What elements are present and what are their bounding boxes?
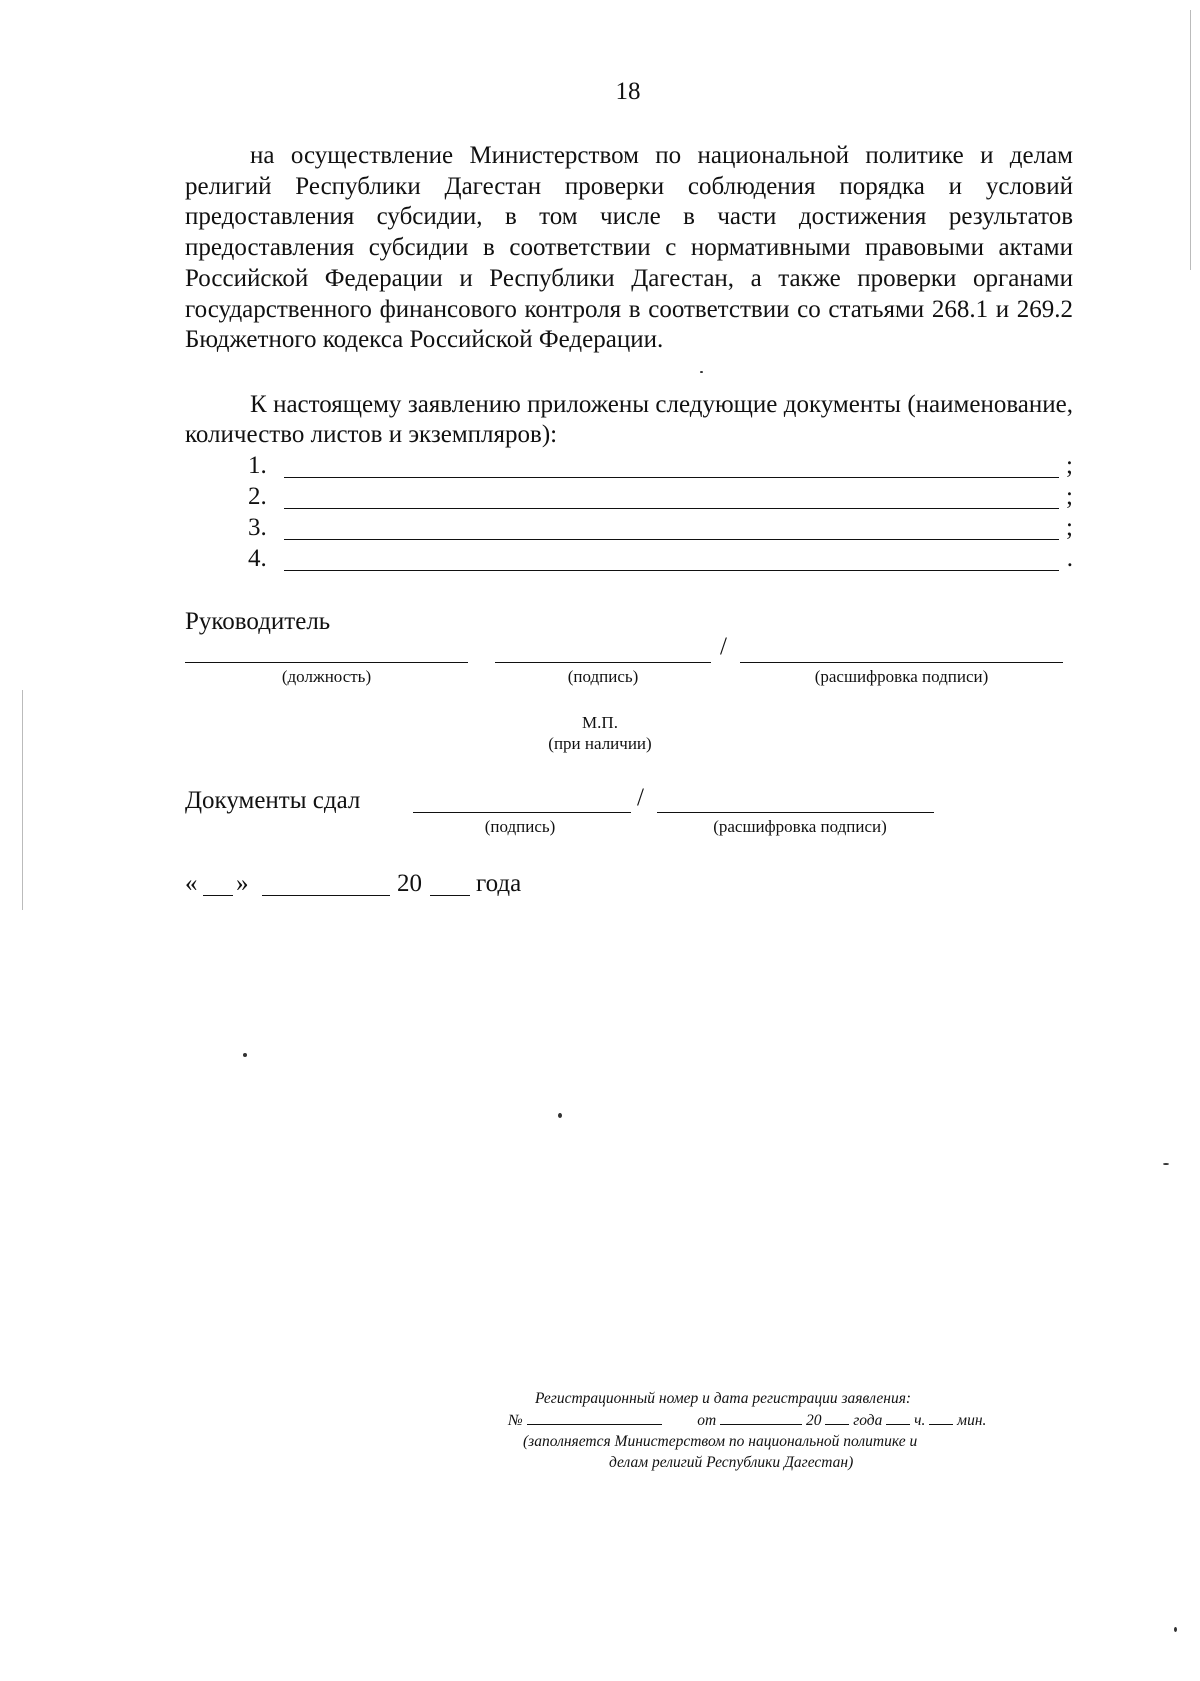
registration-hours-field[interactable] xyxy=(886,1412,910,1425)
submitted-signature-field[interactable] xyxy=(413,812,631,813)
document-line-blank[interactable] xyxy=(284,508,1059,509)
document-line-3[interactable] xyxy=(248,514,1073,545)
document-line-number: 3. xyxy=(248,514,267,541)
consent-paragraph: на осуществление Министерством по национальной политике и делам религий Республики Дагестан проверки соблюдения порядка и условий предоставления субсидии, в том числе в части достижения результатов предоставления субсидии в соответствии с нормативными правовыми актами Российской Федерации и Республики Дагестан, а также проверки органами государственного финансового контроля в соответствии со статьями 268.1 и 269.2 Бюджетного кодекса Российской Федерации. xyxy=(185,142,1073,354)
head-position-caption: (должность) xyxy=(281,667,372,686)
document-line-number: 4. xyxy=(248,545,267,572)
page-number: 18 xyxy=(615,78,641,105)
registration-number-sign: № xyxy=(508,1412,523,1429)
head-label: Руководитель xyxy=(185,608,331,635)
document-line-terminator: . xyxy=(1066,545,1073,572)
registration-year-label: года xyxy=(853,1412,883,1429)
scan-speck xyxy=(1174,1627,1177,1632)
scan-speck xyxy=(558,1113,562,1118)
head-decryption-caption: (расшифровка подписи) xyxy=(814,667,989,686)
seal-note: (при наличии) xyxy=(548,734,652,753)
submitted-label: Документы сдал xyxy=(185,787,361,814)
registration-title: Регистрационный номер и дата регистрации заявления: xyxy=(535,1390,912,1407)
registration-date-field[interactable] xyxy=(720,1412,802,1425)
registration-century: 20 xyxy=(805,1412,822,1429)
document-line-number: 2. xyxy=(248,483,267,510)
document-line-4[interactable] xyxy=(248,545,1073,576)
registration-minutes-field[interactable] xyxy=(929,1412,953,1425)
registration-note-line-2: делам религий Республики Дагестан) xyxy=(609,1454,854,1471)
date-open-quote: « xyxy=(185,870,198,897)
head-separator: / xyxy=(720,633,727,660)
submitted-signature-caption: (подпись) xyxy=(484,817,556,836)
registration-note-line-1: (заполняется Министерством по национальной политике и xyxy=(523,1433,918,1450)
head-signature-caption: (подпись) xyxy=(567,667,639,686)
registration-hours-label: ч. xyxy=(914,1412,926,1429)
registration-minutes-label: мин. xyxy=(957,1412,987,1429)
document-line-blank[interactable] xyxy=(284,570,1059,571)
head-position-field[interactable] xyxy=(185,662,468,663)
document-line-blank[interactable] xyxy=(284,477,1059,478)
scan-speck xyxy=(1163,1163,1169,1165)
date-century: 20 xyxy=(397,870,422,897)
date-month-field[interactable] xyxy=(262,895,390,896)
registration-number-field[interactable] xyxy=(527,1412,662,1425)
document-line-terminator: ; xyxy=(1066,483,1073,510)
scan-edge-mark xyxy=(1190,10,1191,270)
date-year-suffix: года xyxy=(476,870,522,897)
head-decryption-field[interactable] xyxy=(740,662,1063,663)
date-close-quote: » xyxy=(236,870,249,897)
seal-label: М.П. xyxy=(582,713,618,732)
date-day-field[interactable] xyxy=(203,895,233,896)
date-year-field[interactable] xyxy=(430,895,470,896)
attachments-intro: К настоящему заявлению приложены следующие документы (наименование, количество листов и экземпляров): xyxy=(185,391,1073,448)
registration-year-field[interactable] xyxy=(825,1412,849,1425)
head-signature-field[interactable] xyxy=(495,662,711,663)
scan-speck xyxy=(700,371,703,373)
registration-from-label: от xyxy=(697,1412,717,1429)
submitted-separator: / xyxy=(637,784,644,811)
document-line-2[interactable] xyxy=(248,483,1073,514)
document-line-terminator: ; xyxy=(1066,514,1073,541)
scan-edge-mark xyxy=(22,690,23,910)
submitted-decryption-field[interactable] xyxy=(657,812,934,813)
document-line-terminator: ; xyxy=(1066,452,1073,479)
scan-speck xyxy=(243,1053,247,1057)
document-line-1[interactable] xyxy=(248,452,1073,483)
submitted-decryption-caption: (расшифровка подписи) xyxy=(713,817,887,836)
document-line-blank[interactable] xyxy=(284,539,1059,540)
registration-fields xyxy=(508,1412,986,1430)
document-line-number: 1. xyxy=(248,452,267,479)
